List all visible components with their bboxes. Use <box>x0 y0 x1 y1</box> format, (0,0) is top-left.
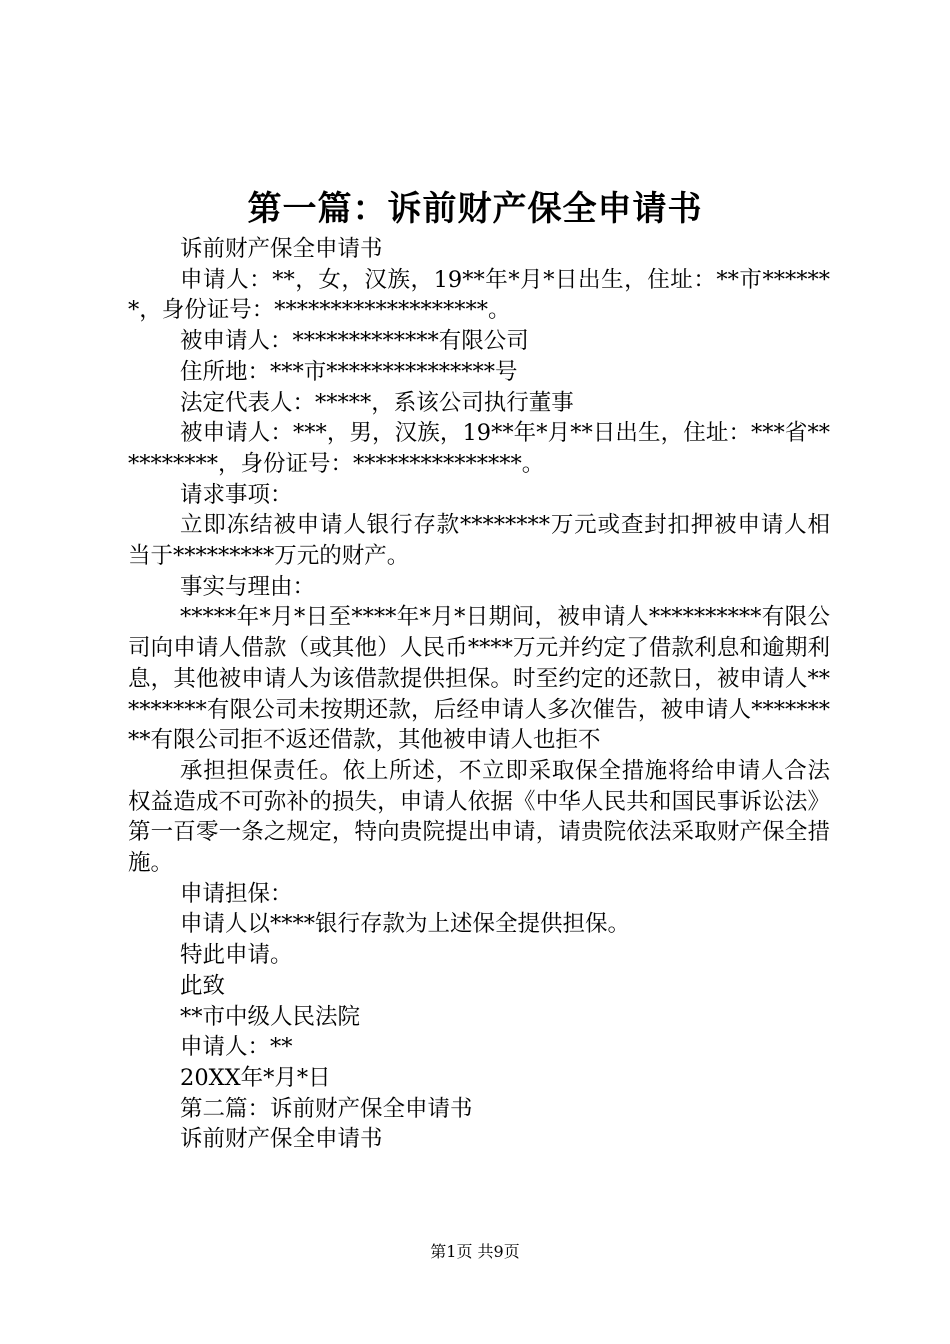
paragraph-applicant: 申请人：**，女，汉族，19**年*月*日出生，住址：**市*******，身份证号：*******************。 <box>128 266 830 324</box>
paragraph-second-title: 第二篇：诉前财产保全申请书 <box>180 1095 473 1122</box>
paragraph-claims: 立即冻结被申请人银行存款********万元或查封扣押被申请人相当于*********万元的财产。 <box>128 512 830 570</box>
document-body <box>128 234 830 1155</box>
paragraph-address: 住所地：***市***************号 <box>180 358 518 385</box>
paragraph-facts-heading: 事实与理由： <box>180 573 316 600</box>
paragraph-closing: 特此申请。 <box>180 942 293 969</box>
paragraph-heading: 诉前财产保全申请书 <box>180 236 383 262</box>
paragraph-facts: *****年*月*日至****年*月*日期间，被申请人**********有限公司向申请人借款（或其他）人民币****万元并约定了借款利息和逾期利息，其他被申请人为该借款提供担保。时至约定的还款日，被申请人*********有限公司未按期还款，后经申请人多次催告，被申请人*********有限公司拒不返还借款，其他被申请人也拒不 <box>128 604 830 754</box>
document-title: 第一篇：诉前财产保全申请书 <box>247 189 703 229</box>
paragraph-respondent-company: 被申请人：*************有限公司 <box>180 328 529 355</box>
paragraph-claims-heading: 请求事项： <box>180 481 293 508</box>
page-number: 第1页 共9页 <box>430 1242 520 1261</box>
paragraph-date: 20XX年*月*日 <box>180 1064 331 1091</box>
paragraph-guarantee: 申请人以****银行存款为上述保全提供担保。 <box>180 911 631 938</box>
paragraph-facts-continued: 承担担保责任。依上所述，不立即采取保全措施将给申请人合法权益造成不可弥补的损失，申请人依据《中华人民共和国民事诉讼法》第一百零一条之规定，特向贵院提出申请，请贵院依法采取财产保全措施。 <box>128 757 830 877</box>
paragraph-respondent-person: 被申请人：***，男，汉族，19**年*月**日出生，住址：***省**********，身份证号：***************。 <box>128 420 830 477</box>
paragraph-signature: 申请人：** <box>180 1034 293 1061</box>
paragraph-legal-representative: 法定代表人：*****，系该公司执行董事 <box>180 389 574 416</box>
paragraph-second-heading: 诉前财产保全申请书 <box>180 1126 383 1153</box>
paragraph-salutation: 此致 <box>180 972 226 999</box>
paragraph-guarantee-heading: 申请担保： <box>180 880 293 907</box>
paragraph-court: **市中级人民法院 <box>180 1003 361 1030</box>
